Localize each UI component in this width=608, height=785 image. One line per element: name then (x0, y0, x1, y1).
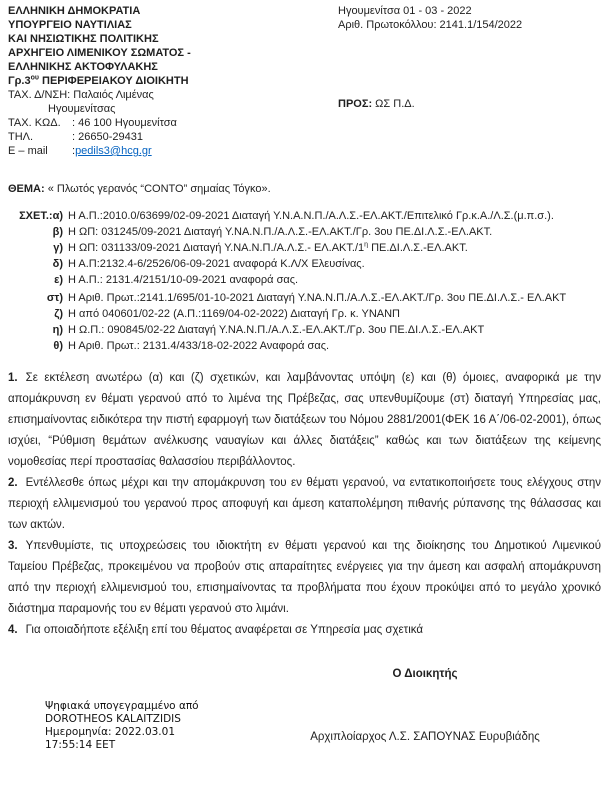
body-paragraph (8, 473, 601, 536)
postal-code-label: ΤΑΧ. ΚΩΔ. (8, 117, 61, 129)
paragraph-text: Σε εκτέλεση ανωτέρω (α) και (ζ) σχετικών, και λαμβάνοντας υπόψη (ε) και (θ) όμοιες, αναφορικά με την απομάκρυνση εν θέματι γερανού από το λιμένα της Πρέβεζας, σας υπενθυμίζουμε (στ) διαταγή Υπηρεσίας μας, επισημαίνοντας ειδικότερα την πιστή εφαρμογή των διατάξεων του Νόμου 2881/2001(ΦΕΚ 16 Α΄/06-02-2001), όπως ισχύει, “Ρύθμιση θεμάτων ανέλκυσης ναυαγίων και άλλες διατάξεις” καθώς και των διατάξεων της κείμενης νομοθεσίας περί προστασίας θαλασσίου περιβάλλοντος. (8, 372, 601, 468)
reference-item (8, 242, 566, 258)
phone-row (8, 130, 318, 144)
postal-code-value: : 46 100 Ηγουμενίτσα (72, 117, 177, 129)
reference-key: ΣΧΕΤ.:α) (19, 210, 63, 222)
body-paragraph (8, 536, 601, 620)
office-pre: Γρ.3 (8, 75, 31, 87)
authority-line: ΚΑΙ ΝΗΣΙΩΤΙΚΗΣ ΠΟΛΙΤΙΚΗΣ (8, 33, 159, 45)
reference-text: Η Α.Π.:2010.0/63699/02-09-2021 Διαταγή Υ.Ν.Α.Ν.Π./Α.Λ.Σ.-ΕΛ.ΑΚΤ./Επιτελικό Γρ.κ.Α./Λ.Σ.(μ.π.σ.). (68, 210, 554, 222)
postal-code-row (8, 116, 318, 130)
reference-key: στ) (46, 292, 63, 304)
body-paragraph (8, 368, 601, 473)
reference-text: Η από 040601/02-22 (Α.Π.:1169/04-02-2022) Διαταγή Γρ. κ. ΥΝΑΝΠ (68, 308, 400, 320)
email-link[interactable]: pedils3@hcg.gr (75, 145, 152, 157)
postal-address-line2: Ηγουμενίτσας (48, 103, 116, 115)
recipient-value: ΩΣ Π.Δ. (372, 98, 415, 110)
reference-text: Η Αριθ. Πρωτ.: 2131.4/433/18-02-2022 Αναφορά σας. (68, 340, 330, 352)
reference-key: γ) (53, 242, 63, 254)
reference-key: δ) (52, 258, 63, 270)
reference-item (8, 274, 566, 290)
paragraph-text: Για οποιαδήποτε εξέλιξη επί του θέματος αναφέρεται σε Υπηρεσία μας σχετικά (25, 624, 424, 636)
reference-text: Η ΩΠ: 031245/09-2021 Διαταγή Υ.ΝΑ.Ν.Π./Α.Λ.Σ.-ΕΛ.ΑΚΤ./Γρ. 3ου ΠΕ.ΔΙ.Λ.Σ.-ΕΛ.ΑΚΤ. (68, 226, 493, 238)
email-colon: : (72, 145, 76, 157)
signatory-title: Ο Διοικητής (392, 668, 458, 680)
digital-signature-line: DOROTHEOS KALAITZIDIS (45, 713, 181, 725)
reference-item (8, 258, 566, 274)
postal-address-line1: ΤΑΧ. Δ/ΝΣΗ: Παλαιός Λιμένας (8, 89, 154, 101)
authority-line: ΕΛΛΗΝΙΚΗ ΔΗΜΟΚΡΑΤΙΑ (8, 5, 141, 17)
letter-body (8, 368, 601, 641)
paragraph-number: 2. (8, 477, 18, 489)
date-protocol-block (338, 4, 522, 32)
reference-item (8, 324, 566, 340)
reference-text: Η Αριθ. Πρωτ.:2141.1/695/01-10-2021 Διαταγή Υ.ΝΑ.Ν.Π./Α.Λ.Σ.-ΕΛ.ΑΚΤ./Γρ. 3ου ΠΕ.ΔΙ.Λ.Σ.- ΕΛ.ΑΚΤ (68, 292, 567, 304)
subject-text: « Πλωτός γερανός “CONTO” σημαίας Τόγκο». (44, 183, 271, 195)
digital-signature-line: Ψηφιακά υπογεγραμμένο από (45, 700, 199, 712)
reference-item (8, 210, 566, 226)
authority-office-line (8, 74, 318, 88)
reference-key: ζ) (54, 308, 63, 320)
office-superscript: ου (30, 74, 39, 82)
digital-signature-line: Ημερομηνία: 2022.03.01 (45, 726, 176, 738)
reference-key: η) (52, 324, 63, 336)
phone-label: ΤΗΛ. (8, 131, 34, 143)
authority-line: ΥΠΟΥΡΓΕΙΟ ΝΑΥΤΙΛΙΑΣ (8, 19, 132, 31)
paragraph-number: 3. (8, 540, 18, 552)
paragraph-text: Υπενθυμίστε, τις υποχρεώσεις του ιδιοκτήτη εν θέματι γερανού και της διοίκησης του Δημοτικού Λιμενικού Ταμείου Πρέβεζας, προκειμένου να προβούν στις απαραίτητες ενέργειες για την άμεση και ασφαλή απομάκρυνση από την περιοχή ελλιμενισμού του, επισημαίνοντας τα προβλήματα που έχουν προκύψει από το μεγάλο χρονικό διάστημα παραμονής του εν θέματι γερανού στο λιμάνι. (8, 540, 601, 615)
recipient-line (338, 98, 415, 110)
recipient-label: ΠΡΟΣ: (338, 98, 373, 110)
paragraph-number: 1. (8, 372, 18, 384)
issuing-authority-block (8, 4, 318, 158)
reference-key: θ) (53, 340, 63, 352)
subject-line (8, 183, 271, 195)
reference-text: Η Ω.Π.: 090845/02-22 Διαταγή Υ.ΝΑ.Ν.Π./Α.Λ.Σ.-ΕΛ.ΑΚΤ./Γρ. 3ου ΠΕ.ΔΙ.Λ.Σ.-ΕΛ.ΑΚΤ (68, 324, 485, 336)
phone-value: : 26650-29431 (72, 131, 143, 143)
reference-item (8, 226, 566, 242)
subject-label: ΘΕΜΑ: (8, 183, 45, 195)
email-row (8, 144, 318, 158)
reference-key: β) (52, 226, 63, 238)
paragraph-text: Εντέλλεσθε όπως μέχρι και την απομάκρυνση του εν θέματι γερανού, να εντατικοποιήσετε τους ελέγχους στην περιοχή ελλιμενισμού του γερανού προς αποφυγή και άμεση καταπολέμηση πιθανής ρύπανσης της θάλασσας και των ακτών. (8, 477, 601, 531)
reference-key: ε) (54, 274, 63, 286)
reference-item (8, 340, 566, 356)
body-paragraph (8, 620, 601, 641)
office-post: ΠΕΡΙΦΕΡΕΙΑΚΟΥ ΔΙΟΙΚΗΤΗ (38, 75, 189, 87)
place-date-line: Ηγουμενίτσα 01 - 03 - 2022 (338, 5, 472, 17)
paragraph-number: 4. (8, 624, 18, 636)
email-label: E – mail (8, 145, 48, 157)
references-list (8, 210, 566, 356)
digital-signature-line: 17:55:14 EET (45, 739, 116, 751)
reference-item (8, 292, 566, 308)
reference-text: Η Α.Π.: 2131.4/2151/10-09-2021 αναφορά σας. (68, 274, 299, 286)
signatory-name: Αρχιπλοίαρχος Λ.Σ. ΣΑΠΟΥΝΑΣ Ευρυβιάδης (310, 731, 540, 743)
reference-item (8, 308, 566, 324)
protocol-number-line: Αριθ. Πρωτοκόλλου: 2141.1/154/2022 (338, 19, 523, 31)
reference-text: Η Α.Π:2132.4-6/2526/06-09-2021 αναφορά Κ.Λ/Χ Ελευσίνας. (68, 258, 365, 270)
authority-line: ΕΛΛΗΝΙΚΗΣ ΑΚΤΟΦΥΛΑΚΗΣ (8, 61, 158, 73)
reference-text: Η ΩΠ: 031133/09-2021 Διαταγή Υ.ΝΑ.Ν.Π./Α.Λ.Σ.- $E\Lambda.AKT./1^\eta$ ΠΕ.ΔΙ.Λ.Σ.-ΕΛ.ΑΚΤ. (68, 241, 468, 254)
authority-line: ΑΡΧΗΓΕΙΟ ΛΙΜΕΝΙΚΟΥ ΣΩΜΑΤΟΣ - (8, 47, 191, 59)
digital-signature-stamp (45, 700, 199, 752)
